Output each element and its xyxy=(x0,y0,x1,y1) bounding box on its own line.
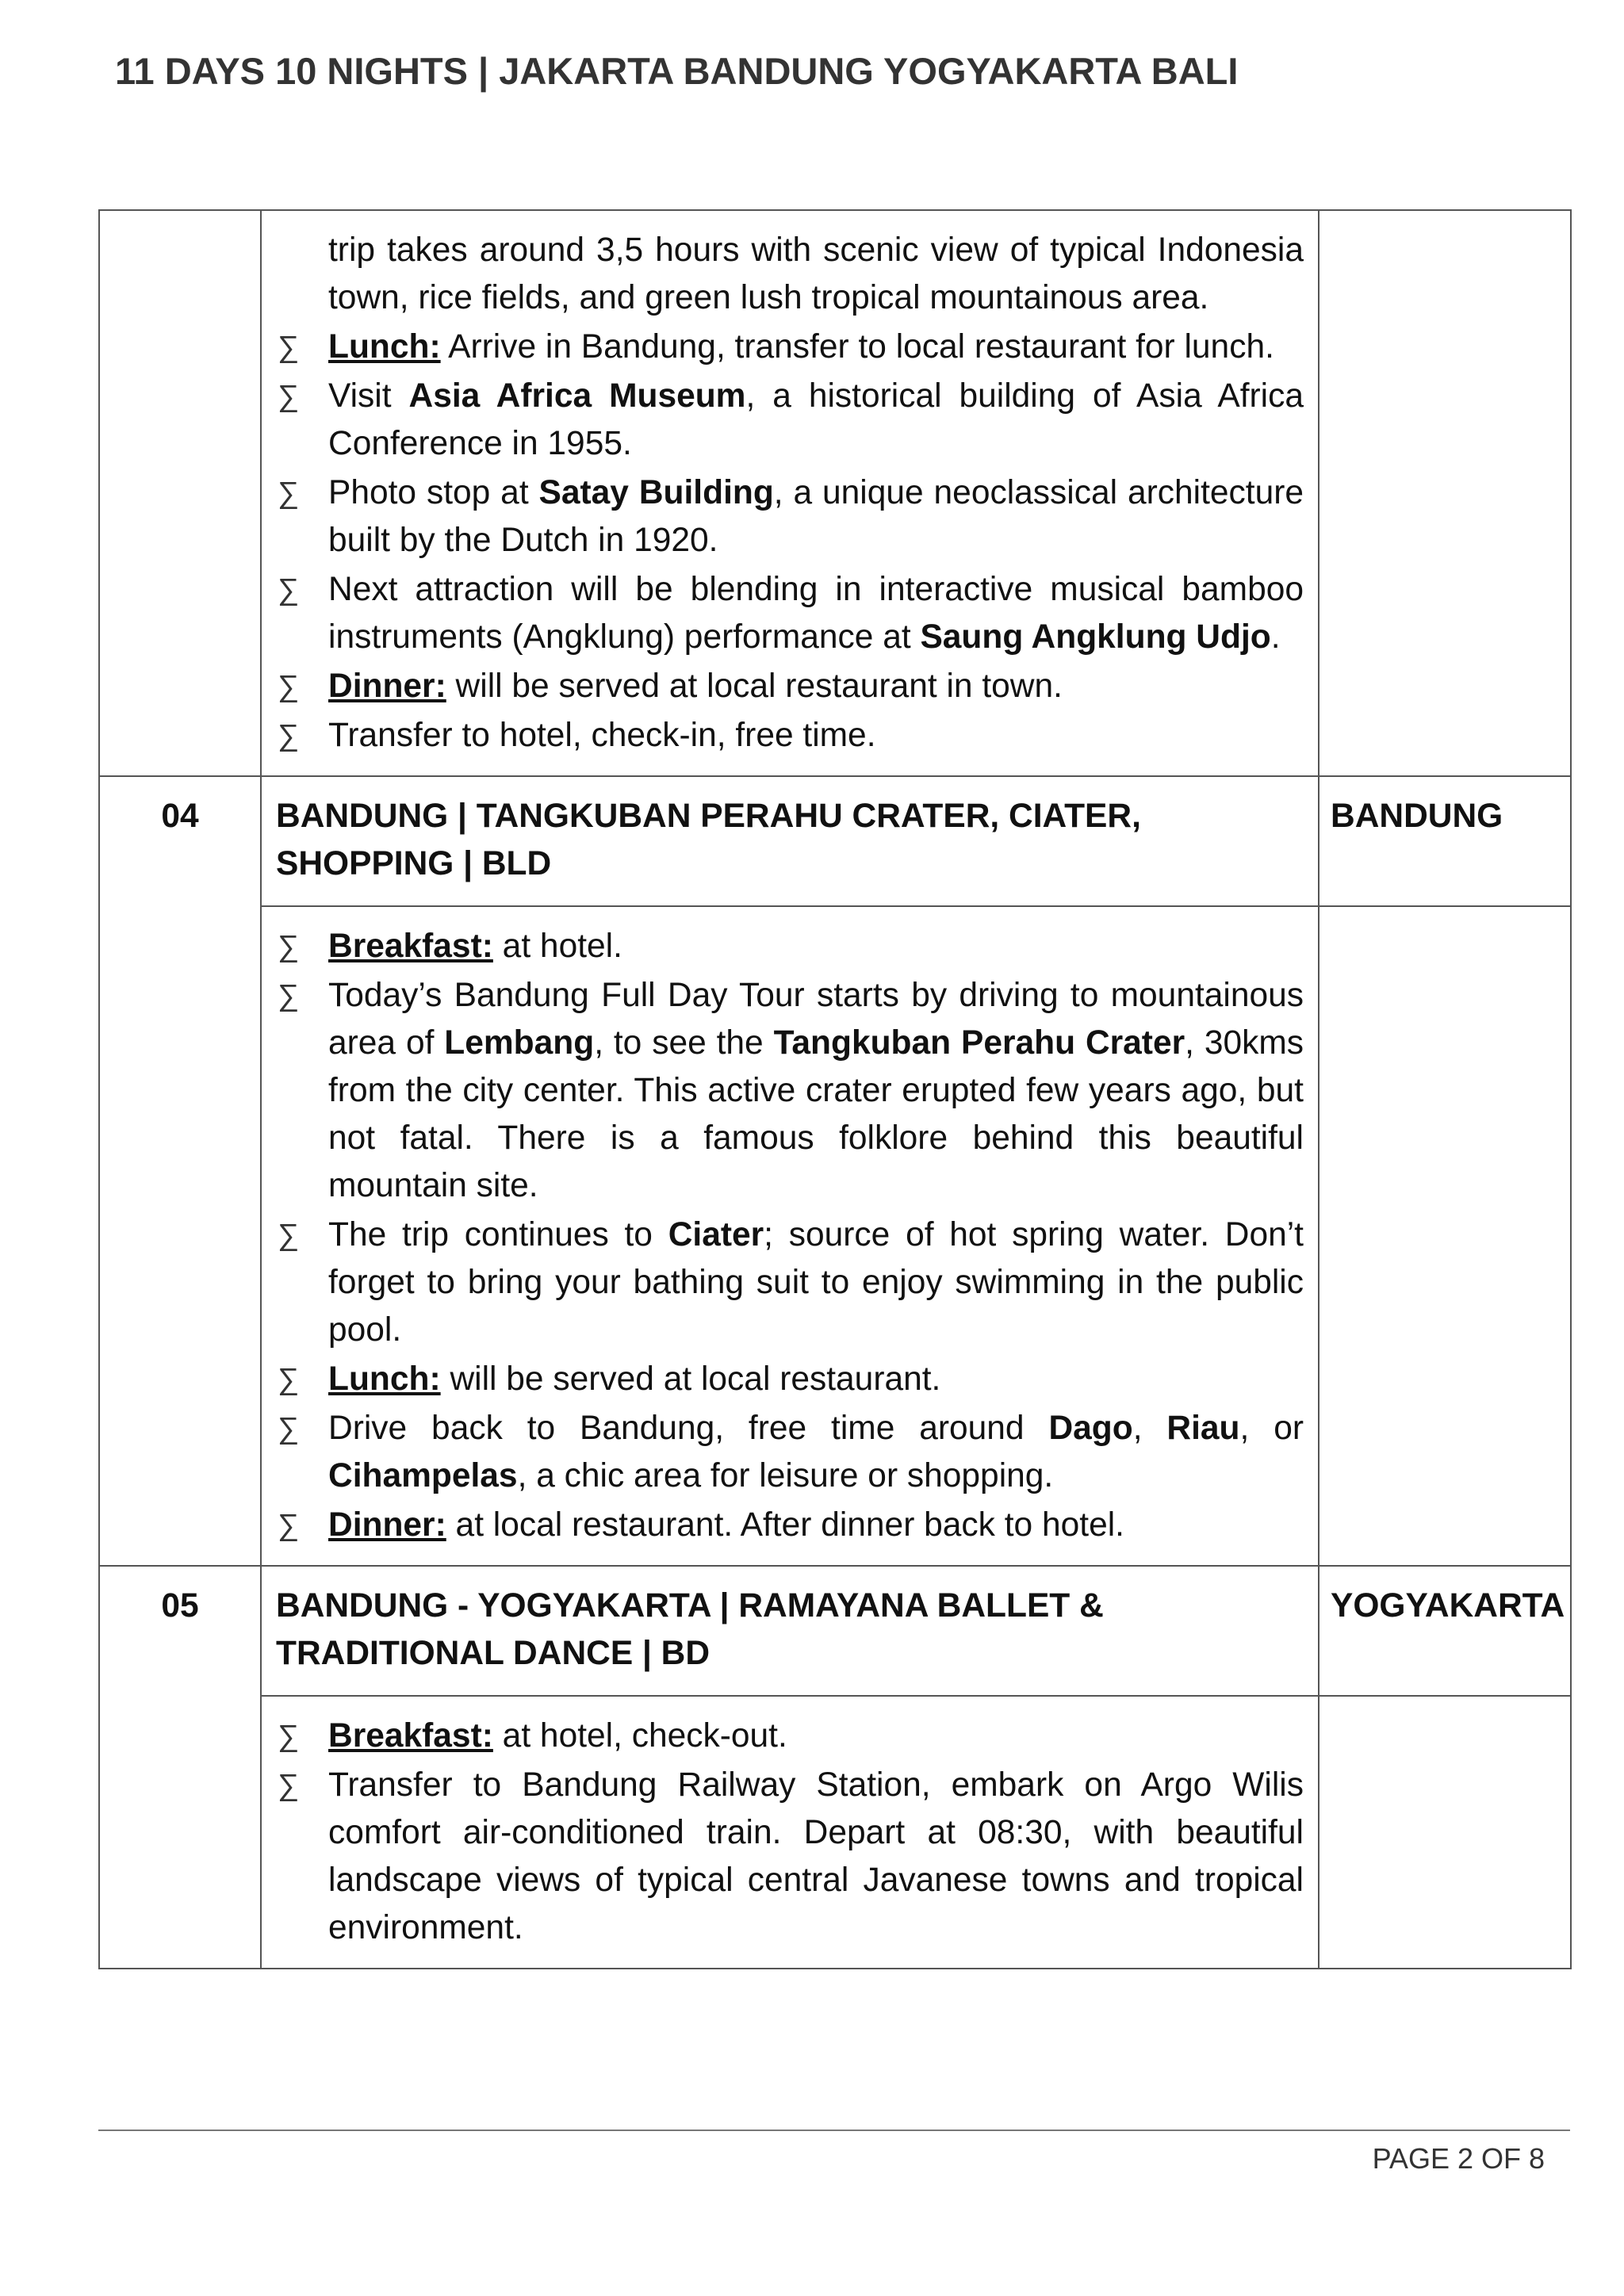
activities-cell xyxy=(261,1696,1319,1969)
activity-text: Arrive in Bandung, transfer to local restaurant for lunch. xyxy=(440,328,1274,365)
activity-item xyxy=(278,566,1304,661)
activity-text: Transfer to Bandung Railway Station, embark on Argo Wilis comfort air-conditioned train. Depart at 08:30, with beautiful landscape views of typical central Javanese towns and tropical environment. xyxy=(328,1766,1304,1946)
bullet-icon: ∑ xyxy=(278,719,300,752)
bullet-icon: ∑ xyxy=(278,1769,300,1802)
activity-text: Drive back to Bandung, free time around xyxy=(328,1410,1049,1447)
activity-item xyxy=(278,972,1304,1210)
activities-cell xyxy=(261,906,1319,1566)
place-name: Tangkuban Perahu Crater xyxy=(773,1024,1185,1062)
bullet-icon: ∑ xyxy=(278,380,300,413)
activity-item xyxy=(278,1405,1304,1500)
activity-text: , a chic area for leisure or shopping. xyxy=(517,1457,1054,1494)
bullet-icon: ∑ xyxy=(278,331,300,364)
activity-item xyxy=(278,323,1304,371)
activities-cell xyxy=(261,210,1319,776)
page-number: PAGE 2 OF 8 xyxy=(1372,2142,1545,2175)
activity-item xyxy=(278,227,1304,322)
day-header-row xyxy=(99,1566,1571,1696)
activity-text: will be served at local restaurant in town. xyxy=(446,668,1063,705)
bullet-icon: ∑ xyxy=(278,476,300,510)
bullet-icon: ∑ xyxy=(278,979,300,1012)
activity-text: . xyxy=(1270,618,1281,656)
activity-list xyxy=(278,1712,1304,1952)
place-name: Lembang xyxy=(444,1024,595,1062)
hotel-city: YOGYAKARTA xyxy=(1319,1566,1571,1696)
activity-text: ; source of hot spring water. Don’t forget to bring your bathing suit to enjoy swimming in the public pool. xyxy=(328,1216,1304,1349)
activity-item xyxy=(278,1211,1304,1354)
itinerary-table xyxy=(98,209,1572,1969)
activity-item xyxy=(278,469,1304,564)
activity-text: , xyxy=(1132,1410,1167,1447)
activity-item xyxy=(278,712,1304,760)
activity-text: , or xyxy=(1239,1410,1304,1447)
activity-text: at hotel. xyxy=(492,928,622,965)
day-number: 05 xyxy=(99,1566,261,1969)
activity-item xyxy=(278,373,1304,468)
meal-label: Lunch: xyxy=(328,1360,441,1398)
day-number: 04 xyxy=(99,776,261,1566)
activity-item xyxy=(278,1762,1304,1952)
page-title: 11 DAYS 10 NIGHTS | JAKARTA BANDUNG YOGYAKARTA BALI xyxy=(115,50,1239,92)
bullet-icon: ∑ xyxy=(278,1363,300,1396)
place-name: Riau xyxy=(1166,1410,1240,1447)
day-activities-row xyxy=(99,906,1571,1566)
activity-item xyxy=(278,1502,1304,1549)
activity-list xyxy=(278,227,1304,760)
place-name: Ciater xyxy=(668,1216,764,1253)
activity-text: The trip continues to xyxy=(328,1216,668,1253)
bullet-icon: ∑ xyxy=(278,1509,300,1542)
place-name: Dago xyxy=(1048,1410,1133,1447)
activity-item xyxy=(278,1712,1304,1760)
activity-list xyxy=(278,923,1304,1549)
hotel-cell-empty xyxy=(1319,906,1571,1566)
place-name: Saung Angklung Udjo xyxy=(920,618,1271,656)
day-header-row xyxy=(99,776,1571,906)
activity-text: , to see the xyxy=(594,1024,774,1062)
activity-item xyxy=(278,1356,1304,1403)
activity-text: will be served at local restaurant. xyxy=(440,1360,941,1398)
day-cell-empty xyxy=(99,210,261,776)
activity-text: Transfer to hotel, check-in, free time. xyxy=(328,717,876,754)
activity-item xyxy=(278,923,1304,970)
activity-text: trip takes around 3,5 hours with scenic view of typical Indonesia town, rice fields, and green lush tropical mountainous area. xyxy=(328,232,1304,316)
hotel-cell-empty xyxy=(1319,1696,1571,1969)
activity-text: , a historical building of Asia Africa Conference in 1955. xyxy=(328,377,1304,462)
activity-text: Today’s Bandung Full Day Tour starts by driving to mountainous area of xyxy=(328,977,1304,1062)
activity-text: at local restaurant. After dinner back to hotel. xyxy=(446,1506,1124,1544)
meal-label: Breakfast: xyxy=(328,1717,493,1755)
meal-label: Breakfast: xyxy=(328,928,493,965)
activity-text: Next attraction will be blending in interactive musical bamboo instruments (Angklung) performance at xyxy=(328,571,1304,656)
bullet-icon: ∑ xyxy=(278,1720,300,1753)
bullet-icon: ∑ xyxy=(278,1412,300,1445)
day-heading: BANDUNG - YOGYAKARTA | RAMAYANA BALLET & TRADITIONAL DANCE | BD xyxy=(261,1566,1319,1696)
day-heading: BANDUNG | TANGKUBAN PERAHU CRATER, CIATER, SHOPPING | BLD xyxy=(261,776,1319,906)
hotel-cell-empty xyxy=(1319,210,1571,776)
meal-label: Dinner: xyxy=(328,668,446,705)
place-name: Cihampelas xyxy=(328,1457,518,1494)
bullet-icon: ∑ xyxy=(278,573,300,607)
activity-text: at hotel, check-out. xyxy=(492,1717,787,1755)
day-activities-row xyxy=(99,1696,1571,1969)
activity-text: , a unique neoclassical architecture built by the Dutch in 1920. xyxy=(328,474,1304,559)
activity-text: Photo stop at xyxy=(328,474,539,511)
continuation-row xyxy=(99,210,1571,776)
footer-divider xyxy=(98,2130,1570,2131)
activity-text: Visit xyxy=(328,377,409,415)
place-name: Satay Building xyxy=(538,474,774,511)
place-name: Asia Africa Museum xyxy=(408,377,746,415)
activity-item xyxy=(278,663,1304,710)
meal-label: Lunch: xyxy=(328,328,441,365)
bullet-icon: ∑ xyxy=(278,670,300,703)
bullet-icon: ∑ xyxy=(278,1219,300,1252)
hotel-city: BANDUNG xyxy=(1319,776,1571,906)
meal-label: Dinner: xyxy=(328,1506,446,1544)
activity-text: , 30kms from the city center. This active crater erupted few years ago, but not fatal. There is a famous folklore behind this beautiful mountain site. xyxy=(328,1024,1304,1204)
bullet-icon: ∑ xyxy=(278,930,300,963)
